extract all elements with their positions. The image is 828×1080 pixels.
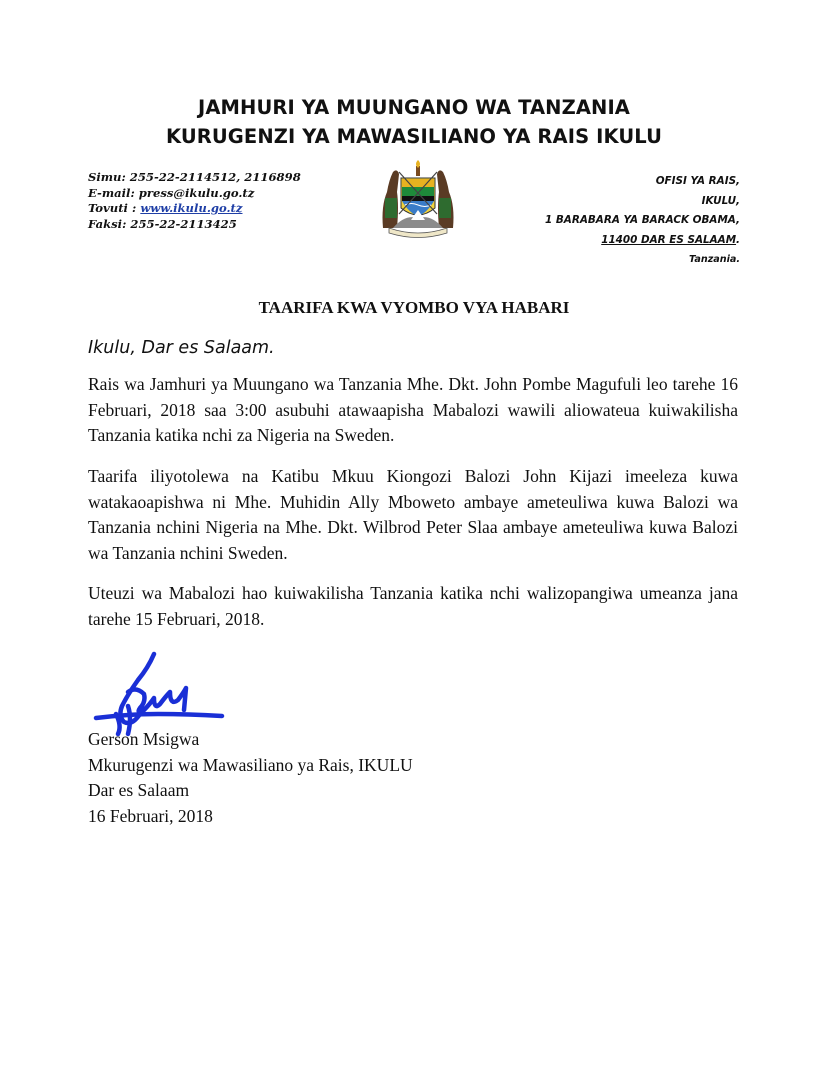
address-line-4 — [545, 231, 740, 251]
signoff-name: Gerson Msigwa — [88, 729, 200, 749]
contact-block — [88, 170, 301, 232]
address-line-3: 1 BARABARA YA BARACK OBAMA, — [545, 214, 740, 227]
address-line-4-suffix: . — [736, 233, 740, 246]
signoff-city: Dar es Salaam — [88, 780, 190, 800]
contact-web-link[interactable]: www.ikulu.go.tz — [140, 201, 243, 215]
address-line-1: OFISI YA RAIS, — [655, 175, 740, 187]
signoff-date: 16 Februari, 2018 — [88, 805, 213, 826]
address-postcode-city: 11400 DAR ES SALAAM — [601, 233, 737, 246]
contact-fax: Faksi: 255-22-2113425 — [88, 216, 237, 231]
paragraph-2: Taarifa iliyotolewa na Katibu Mkuu Kiongozi Balozi John Kijazi imeeleza kuwa watakaoapishwa ni Mhe. Muhidin Ally Mboweto ambaye ameteuliwa kuwa Balozi wa Tanzania nchini Nigeria na Mhe. Dkt. Wilbrod Peter Slaa ambaye ameteuliwa kuwa Balozi wa Tanzania nchini Sweden. — [88, 466, 738, 563]
contact-web — [88, 201, 301, 217]
header-line-2: KURUGENZI YA MAWASILIANO YA RAIS IKULU — [165, 125, 663, 148]
coat-of-arms-icon — [375, 158, 461, 238]
paragraph-1: Rais wa Jamhuri ya Muungano wa Tanzania Mhe. Dkt. John Pombe Magufuli leo tarehe 16 Februari, 2018 saa 3:00 asubuhi atawaapisha Mabalozi wawili aliowateua kuiwakilisha Tanzania katika nchi za Nigeria na Sweden. — [88, 374, 738, 445]
paragraph-3: Uteuzi wa Mabalozi hao kuiwakilisha Tanzania katika nchi walizopangiwa umeanza jana tarehe 15 Februari, 2018. — [88, 583, 738, 629]
contact-email: E-mail: press@ikulu.go.tz — [88, 185, 255, 200]
header-line-1: JAMHURI YA MUUNGANO WA TANZANIA — [198, 96, 630, 119]
handwritten-signature — [88, 648, 233, 738]
contact-phone: Simu: 255-22-2114512, 2116898 — [88, 170, 301, 184]
document-title: TAARIFA KWA VYOMBO VYA HABARI — [258, 298, 570, 317]
address-block — [545, 172, 740, 270]
contact-web-label: Tovuti : — [88, 201, 141, 215]
place-line: Ikulu, Dar es Salaam. — [88, 338, 275, 358]
address-line-2: IKULU, — [701, 194, 740, 207]
address-country: Tanzania. — [688, 254, 740, 266]
signoff-block — [88, 727, 413, 829]
signoff-position: Mkurugenzi wa Mawasiliano ya Rais, IKULU — [88, 754, 413, 775]
